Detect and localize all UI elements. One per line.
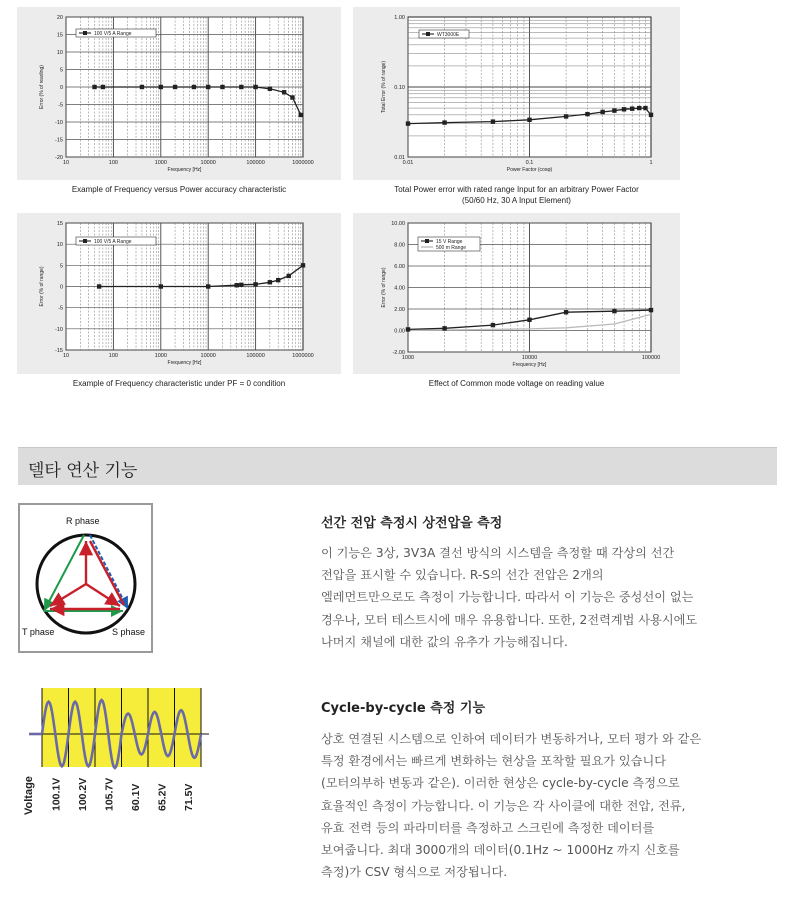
legend-label: WT3000E	[437, 32, 460, 38]
x-tick-label: 1000000	[292, 353, 314, 359]
y-tick-label: 2.00	[394, 307, 405, 313]
t-phase-label: T phase	[22, 627, 55, 637]
cycle-value-label: 100.2V	[76, 777, 89, 811]
chart1-caption: Example of Frequency versus Power accuracy characteristic	[71, 185, 287, 194]
series1-point	[612, 309, 616, 313]
cycle-value-label: 65.2V	[156, 783, 169, 811]
y-tick-label: 15	[56, 221, 63, 227]
series1-point	[643, 106, 647, 110]
chart4-caption: Effect of Common mode voltage on reading value	[428, 379, 605, 388]
section-title: 델타 연산 기능	[28, 461, 138, 481]
series1-point	[206, 85, 210, 89]
series1-point	[268, 280, 272, 284]
series1-point	[192, 85, 196, 89]
y-tick-label: 0.01	[394, 155, 405, 161]
y-tick-label: 5	[59, 67, 63, 74]
y-tick-label: 0	[59, 85, 63, 91]
feature1-body: 이 기능은 3상, 3V3A 결선 방식의 시스템을 측정할 때 각상의 선간 전압을 표시할 수 있습니다. R-S의 선간 전압은 2개의 엘레먼트만으로도 측정이 가능합니다. 따라서 이 기능은 중성선이 없는 경우나, 모터 테스트시에 매우 유용합니다. 또한, 2전력계법 사용시에도 나머지 채널에 대한 값의 유추가 가능해집니다.	[321, 546, 698, 649]
legend-label: 15 V Range	[436, 239, 463, 245]
series1-point	[649, 308, 653, 312]
y-tick-label: -2.00	[392, 350, 405, 356]
chart2-caption-line2: (50/60 Hz, 30 A Input Element)	[462, 196, 571, 205]
feature2-body: 상호 연결된 시스템으로 인하여 데이터가 변동하거나, 모터 평가 와 같은 특정 환경에서는 빠르게 변화하는 현상을 포착할 필요가 있습니다 (모터의부하 변동과 같은). 이러한 현상은 cycle-by-cycle 측정으로 효율적인 측정이 가능합니다. 이 기능은 각 사이클에 대한 전압, 전류, 유효 전력 등의 파라미터를 측정하고 스크린에 측정한 데이터를 보여줍니다. 최대 3000개의 데이터(0.1Hz ~ 1000Hz 까지 신호를 측정)가 CSV 형식으로 저장됩니다.	[321, 732, 702, 880]
x-tick-label: 0.01	[402, 160, 414, 166]
legend-label: 100 V/5 A Range	[94, 31, 132, 37]
x-tick-label: 1	[649, 160, 653, 166]
series1-point	[235, 283, 239, 287]
y-tick-label: -20	[55, 155, 63, 161]
series1-point	[173, 85, 177, 89]
x-tick-label: 10000	[200, 353, 216, 359]
y-tick-label: 4.00	[394, 285, 405, 292]
s-phase-label: S phase	[112, 627, 146, 637]
voltage-label: Voltage	[23, 776, 35, 815]
series1-point	[253, 282, 257, 286]
series1-point	[206, 284, 210, 288]
series1-point	[290, 95, 294, 99]
delta-diagram	[20, 505, 151, 651]
chart-panel-power-factor	[353, 7, 680, 180]
series1-point	[491, 119, 495, 123]
series1-point	[287, 274, 291, 278]
x-tick-label: 100	[108, 160, 118, 166]
series1-point	[97, 284, 101, 288]
chart3-caption: Example of Frequency characteristic under PF = 0 condition	[72, 379, 286, 388]
chart-panel-frequency-power	[17, 7, 341, 180]
cycle-value-label: 100.1V	[50, 777, 63, 811]
series1-point	[92, 85, 96, 89]
red-line-rs	[90, 541, 124, 605]
series1-point	[159, 85, 163, 89]
series1-point	[101, 85, 105, 89]
chart-pf0	[17, 213, 341, 374]
legend-marker	[426, 32, 430, 36]
y-tick-label: 5	[59, 263, 63, 270]
x-tick-label: 10000	[200, 160, 216, 166]
y-tick-label: -15	[55, 348, 63, 354]
chart2-caption-line1: Total Power error with rated range Input for an arbitrary Power Factor	[394, 185, 639, 194]
y-tick-label: 0.10	[394, 85, 405, 91]
series1-point	[527, 118, 531, 122]
series1-point	[220, 85, 224, 89]
cycle-value-label: 71.5V	[182, 783, 195, 811]
legend-marker	[83, 239, 87, 243]
series1-point	[564, 114, 568, 118]
x-tick-label: 1000	[401, 355, 415, 361]
x-tick-label: 100000	[246, 353, 265, 359]
x-tick-label: 10000	[521, 355, 538, 361]
series1-point	[622, 107, 626, 111]
y-axis-label: Error (% of reading)	[39, 65, 45, 109]
y-tick-label: 0	[59, 284, 63, 291]
feature1-title: 선간 전압 측정시 상전압을 측정	[321, 516, 503, 531]
y-tick-label: 10	[56, 242, 63, 249]
series1-point	[268, 87, 272, 91]
x-tick-label: 1000	[154, 160, 167, 166]
series1-point	[406, 121, 410, 125]
series1-point	[239, 85, 243, 89]
series1-point	[600, 110, 604, 114]
legend-marker	[83, 31, 87, 35]
series1-point	[585, 112, 589, 116]
legend-label: 500 m Range	[436, 245, 467, 251]
y-tick-label: 8.00	[394, 242, 405, 249]
chart-frequency-power	[17, 7, 341, 180]
series1-point	[299, 113, 303, 117]
series1-point	[253, 85, 257, 89]
section-header	[18, 447, 777, 485]
x-axis-label: Frequency [Hz]	[512, 362, 547, 368]
y-tick-label: 0.00	[394, 328, 405, 335]
legend-label: 100 V/5 A Range	[94, 239, 132, 245]
y-axis-label: Total Error (% of range)	[381, 61, 387, 113]
series1-point	[637, 106, 641, 110]
series1-point	[140, 85, 144, 89]
chart-common-mode	[353, 213, 680, 374]
y-tick-label: 1.00	[394, 15, 405, 21]
y-tick-label: 6.00	[394, 264, 405, 270]
series1-point	[442, 326, 446, 330]
x-axis-label: Frequency [Hz]	[167, 360, 202, 366]
x-tick-label: 0.1	[525, 160, 534, 166]
y-tick-label: 10	[56, 50, 63, 56]
series1-point	[612, 108, 616, 112]
series1-point	[301, 263, 305, 267]
series1-point	[406, 327, 410, 331]
y-tick-label: -10	[55, 326, 63, 333]
x-axis-label: Power Factor (cosφ)	[506, 167, 553, 173]
y-tick-label: -15	[55, 137, 63, 144]
x-tick-label: 1000	[154, 353, 167, 359]
legend-marker	[425, 239, 429, 243]
cycle-value-label: 105.7V	[103, 777, 116, 811]
x-axis-label: Frequency [Hz]	[167, 167, 202, 173]
x-tick-label: 100	[108, 353, 118, 359]
series1-point	[527, 318, 531, 322]
series1-point	[564, 310, 568, 314]
chart-panel-common-mode	[353, 213, 680, 374]
green-line-rt	[44, 535, 84, 611]
series1-point	[159, 284, 163, 288]
cycle-value-label: 60.1V	[129, 783, 142, 811]
cycle-wave-diagram	[17, 684, 212, 819]
y-tick-label: 20	[56, 15, 63, 21]
chart-power-factor	[353, 7, 680, 180]
y-axis-label: Error (% of range)	[39, 266, 45, 307]
series1-point	[442, 120, 446, 124]
y-tick-label: 10.00	[391, 221, 405, 227]
cycle-figure	[17, 684, 212, 819]
y-axis-label: Error (% of range)	[381, 267, 387, 308]
y-tick-label: -10	[55, 120, 63, 126]
y-tick-label: -5	[58, 102, 63, 109]
series1-point	[491, 323, 495, 327]
feature2-title: Cycle-by-cycle 측정 기능	[321, 701, 486, 716]
r-phase-label: R phase	[66, 516, 100, 526]
x-tick-label: 10	[62, 160, 70, 166]
x-tick-label: 100000	[246, 160, 265, 166]
series1-point	[630, 106, 634, 110]
series1-point	[282, 90, 286, 94]
chart-panel-pf0	[17, 213, 341, 374]
y-tick-label: -5	[58, 305, 63, 312]
series1-point	[649, 113, 653, 117]
x-tick-label: 10	[62, 353, 70, 359]
series1-point	[276, 278, 280, 282]
y-tick-label: 15	[56, 32, 63, 39]
x-tick-label: 1000000	[292, 160, 314, 166]
x-tick-label: 100000	[641, 355, 661, 361]
delta-figure	[18, 503, 153, 653]
series1-point	[239, 283, 243, 287]
